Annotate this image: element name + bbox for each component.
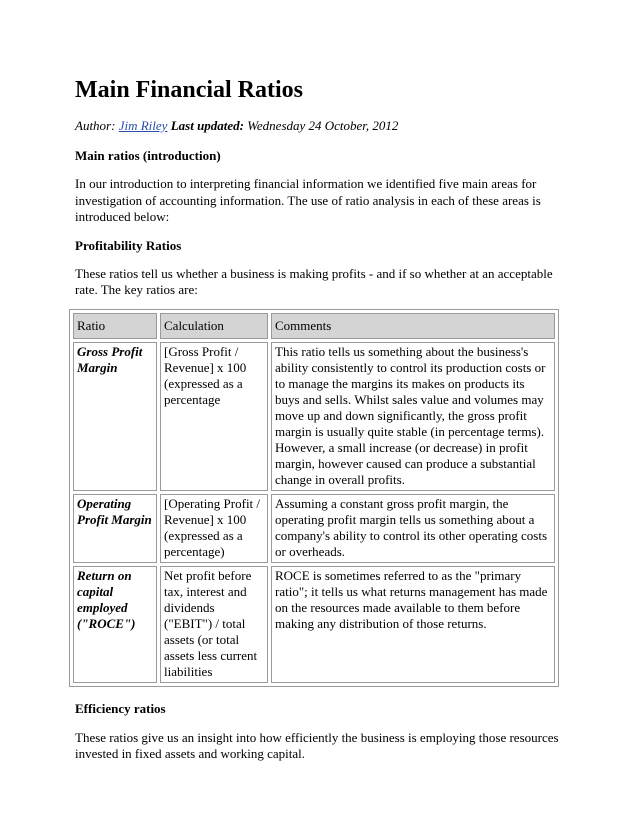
- header-ratio: Ratio: [73, 313, 157, 339]
- table-row: [73, 566, 555, 683]
- document-page: [75, 76, 565, 763]
- article-meta: Author: Jim Riley Last updated: Wednesday 24 October, 2012: [75, 118, 399, 133]
- page-title: Main Financial Ratios: [75, 77, 304, 103]
- ratio-cell: Operating Profit Margin: [73, 494, 157, 563]
- author-link[interactable]: Jim Riley: [118, 118, 168, 133]
- updated-value: Wednesday 24 October, 2012: [247, 118, 399, 133]
- ratio-cell: Return on capital employed ("ROCE"): [73, 566, 157, 683]
- table-row: [73, 494, 555, 563]
- efficiency-heading: Efficiency ratios: [75, 700, 166, 716]
- profitability-paragraph: These ratios tell us whether a business is making profits - and if so whether at an acceptable rate. The key ratios are:: [75, 265, 553, 297]
- header-calculation: Calculation: [160, 313, 268, 339]
- ratio-cell: Gross Profit Margin: [73, 342, 157, 491]
- profitability-heading: Profitability Ratios: [75, 237, 182, 253]
- comments-cell: ROCE is sometimes referred to as the "primary ratio"; it tells us what returns management has made on the resources made available to them before making any distribution of those returns.: [271, 566, 555, 683]
- header-comments: Comments: [271, 313, 555, 339]
- ratios-table: [69, 309, 559, 687]
- author-label: Author: [75, 118, 112, 133]
- table-row: [73, 342, 555, 491]
- updated-label: Last updated:: [170, 118, 245, 133]
- comments-cell: This ratio tells us something about the business's ability consistently to control its production costs or to manage the margins its makes on products its buys and sells. Whilst sales value and volumes may move up and down significantly, the gross profit margin is usually quite stable (in percentage terms). However, a small increase (or decrease) in profit margin, however caused can produce a substantial change in overall profits.: [271, 342, 555, 491]
- comments-cell: Assuming a constant gross profit margin, the operating profit margin tells us something about a company's ability to control its other operating costs or overheads.: [271, 494, 555, 563]
- calculation-cell: [Gross Profit / Revenue] x 100 (expressed as a percentage: [160, 342, 268, 491]
- calculation-cell: Net profit before tax, interest and dividends ("EBIT") / total assets (or total assets less current liabilities: [160, 566, 268, 683]
- intro-heading: Main ratios (introduction): [75, 148, 221, 163]
- table-header-row: [73, 313, 555, 339]
- intro-paragraph: In our introduction to interpreting financial information we identified five main areas for investigation of accounting information. The use of ratio analysis in each of these areas is introduced below:: [75, 176, 541, 224]
- calculation-cell: [Operating Profit / Revenue] x 100 (expressed as a percentage): [160, 494, 268, 563]
- efficiency-paragraph: These ratios give us an insight into how efficiently the business is employing those resources invested in fixed assets and working capital.: [75, 729, 559, 761]
